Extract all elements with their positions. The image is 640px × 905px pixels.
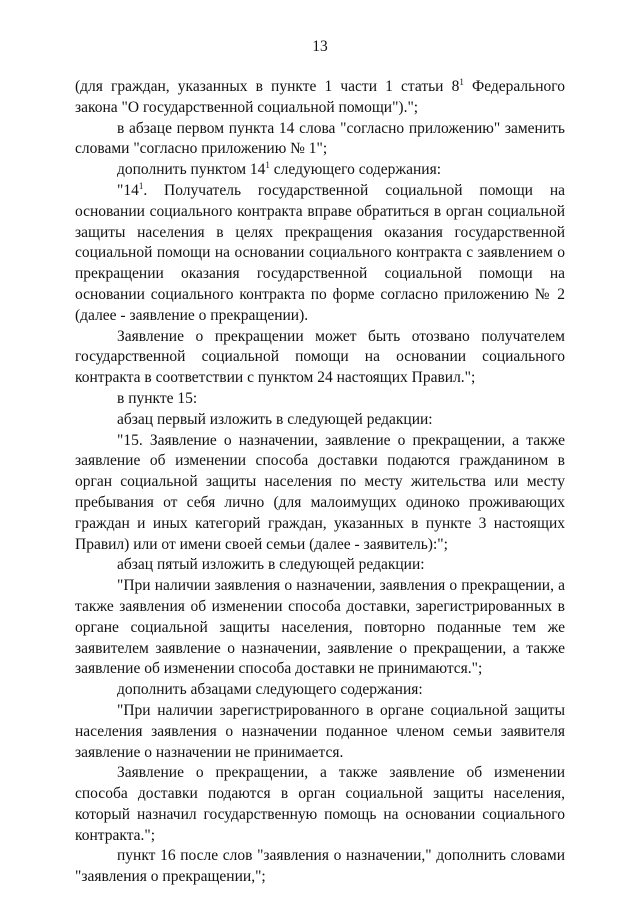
paragraph <box>75 431 565 556</box>
paragraph <box>75 555 565 576</box>
page-number: 13 <box>312 38 328 55</box>
paragraph <box>75 389 565 410</box>
text-run: (для граждан, указанных в пункте 1 части 1 статьи 8 <box>75 78 460 95</box>
paragraph <box>75 576 565 680</box>
text-run: Федерального закона "О государственной социальной помощи")."; <box>75 78 565 116</box>
text-run: "При наличии зарегистрированного в органе социальной защиты населения заявления о назначении поданное членом семьи заявителя заявление о назначении не принимается. <box>75 701 565 761</box>
paragraph <box>75 680 565 701</box>
paragraph <box>75 410 565 431</box>
text-run: Заявление о прекращении, а также заявление об изменении способа доставки подаются в орган социальной защиты населения, который назначил государственную помощь на основании социального контракта."; <box>75 764 565 844</box>
paragraph <box>75 701 565 763</box>
text-run: в абзаце первом пункта 14 слова "согласно приложению" заменить словами "согласно приложению № 1"; <box>75 119 565 158</box>
text-run: в пункте 15: <box>117 389 198 407</box>
paragraph <box>75 77 565 119</box>
paragraph <box>75 119 565 161</box>
superscript: 1 <box>138 180 144 191</box>
text-run: Заявление о прекращении может быть отозвано получателем государственной социальной помощи на основании социального контракта в соответствии с пунктом 24 настоящих Правил."; <box>75 327 565 387</box>
text-run: пункт 16 после слов "заявления о назначении," дополнить словами "заявления о прекращении,"; <box>75 847 565 886</box>
paragraph <box>75 181 565 327</box>
paragraph <box>75 846 565 888</box>
superscript: 1 <box>459 77 464 87</box>
text-run: "При наличии заявления о назначении, заявления о прекращении, а также заявления об изменении способа доставки, зарегистрированных в органе социальной защиты населения, повторно поданные тем же заявителем заявление о назначении, заявление о прекращении, а также заявление об изменении способа доставки не принимаются."; <box>75 577 565 678</box>
document-body <box>75 77 565 888</box>
text-run: абзац первый изложить в следующей редакции: <box>117 410 433 428</box>
paragraph <box>75 160 565 181</box>
paragraph <box>75 327 565 389</box>
text-run: . Получатель государственной социальной помощи на основании социального контракта вправе обратиться в орган социальной защиты населения в целях прекращения оказания государственной социальной помощи на основании социального контракта с заявлением о прекращении оказания государственной социальной помощи на основании социального контракта по форме согласно приложению № 2 (далее - заявление о прекращении). <box>75 181 565 324</box>
text-run: абзац пятый изложить в следующей редакции: <box>117 556 425 574</box>
text-run: "14 <box>117 181 139 199</box>
text-run: следующего содержания: <box>269 161 442 179</box>
text-run: "15. Заявление о назначении, заявление о прекращении, а также заявление об изменении способа доставки подаются гражданином в орган социальной защиты населения по месту жительства или месту пребывания от себя лично (для малоимущих одиноко проживающих граждан и иных категорий граждан, указанных в пункте 3 настоящих Правил) или от имени своей семьи (далее - заявитель):"; <box>75 431 565 553</box>
paragraph <box>75 763 565 846</box>
text-run: дополнить абзацами следующего содержания: <box>117 681 423 699</box>
text-run: дополнить пунктом 14 <box>117 161 266 179</box>
superscript: 1 <box>265 160 270 171</box>
